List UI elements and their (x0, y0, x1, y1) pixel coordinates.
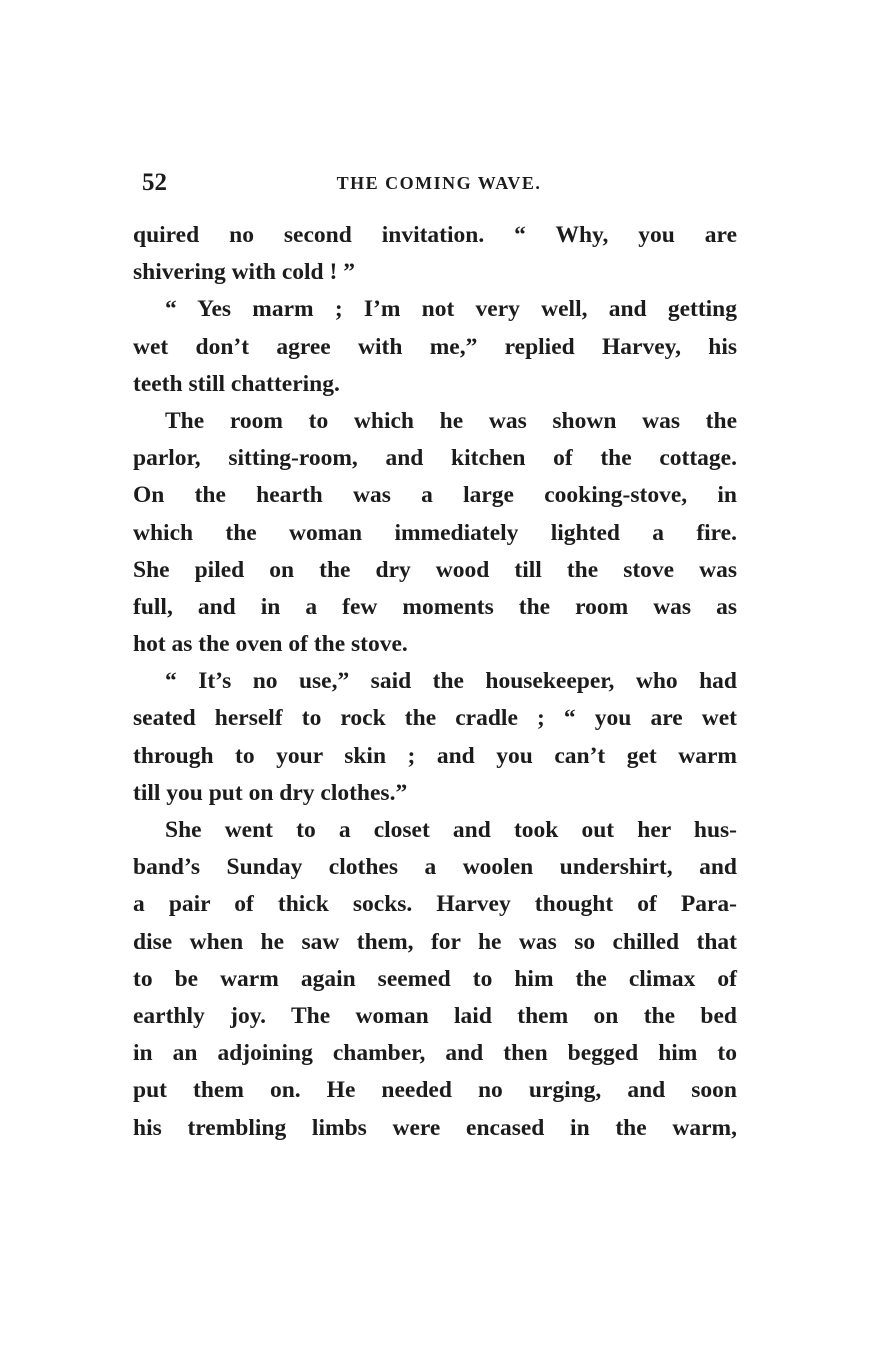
text-line: till you put on dry clothes.” (133, 779, 408, 806)
text-line: quired no second invitation. “ Why, you are (133, 222, 737, 248)
text-line: put them on. He needed no urging, and soon (133, 1077, 737, 1104)
text-line: She piled on the dry wood till the stove was (133, 556, 737, 583)
text-line: to be warm again seemed to him the climax of (133, 965, 737, 992)
text-line: band’s Sunday clothes a woolen undershirt, and (133, 854, 737, 881)
text-line: hot as the oven of the stove. (133, 631, 408, 658)
text-line: She went to a closet and took out her hus- (165, 817, 737, 843)
text-line: dise when he saw them, for he was so chilled that (133, 928, 737, 955)
text-line: “ Yes marm ; I’m not very well, and getting (165, 296, 737, 323)
text-line: his trembling limbs were encased in the warm, (133, 1114, 737, 1141)
paragraph (133, 291, 737, 403)
paragraph (133, 663, 737, 812)
text-line: in an adjoining chamber, and then begged him to (133, 1040, 737, 1067)
text-line: “ It’s no use,” said the housekeeper, who had (165, 668, 737, 695)
paragraph (133, 217, 737, 291)
text-line: shivering with cold ! ” (133, 259, 355, 286)
page-header (142, 167, 736, 199)
text-line: a pair of thick socks. Harvey thought of Para- (133, 891, 737, 918)
page-number: 52 (142, 169, 167, 196)
text-line: seated herself to rock the cradle ; “ you are wet (133, 705, 737, 732)
body-text (133, 217, 737, 1147)
text-line: On the hearth was a large cooking-stove, in (133, 482, 737, 509)
text-line: wet don’t agree with me,” replied Harvey, his (133, 333, 737, 360)
paragraph (133, 403, 737, 663)
running-title: THE COMING WAVE. (336, 173, 542, 193)
text-line: earthly joy. The woman laid them on the bed (133, 1002, 737, 1029)
text-line: through to your skin ; and you can’t get warm (133, 742, 737, 769)
text-line: parlor, sitting-room, and kitchen of the cottage. (133, 445, 737, 472)
paragraph (133, 812, 737, 1147)
text-line: full, and in a few moments the room was as (133, 593, 737, 620)
text-line: which the woman immediately lighted a fire. (133, 519, 737, 546)
text-line: The room to which he was shown was the (165, 407, 737, 434)
text-line: teeth still chattering. (133, 370, 340, 397)
